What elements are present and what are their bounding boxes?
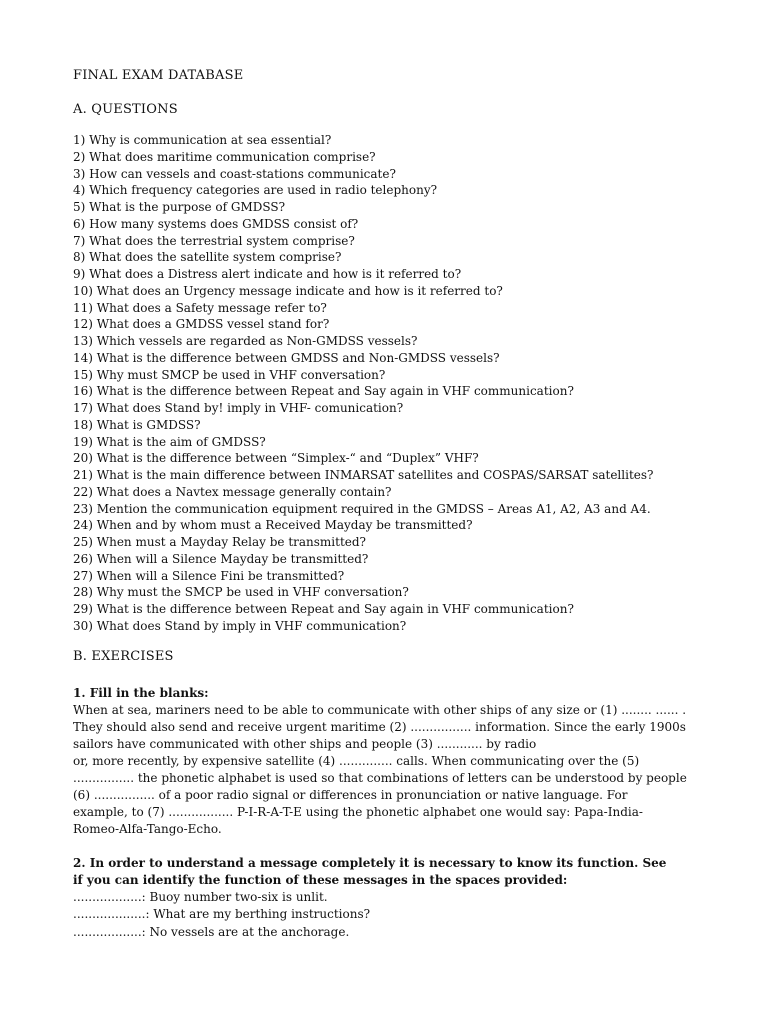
question-item: 15) Why must SMCP be used in VHF conversation? [73, 367, 386, 382]
question-item: 18) What is GMDSS? [73, 417, 201, 432]
question-item: 9) What does a Distress alert indicate and how is it referred to? [73, 267, 462, 281]
question-item: 28) Why must the SMCP be used in VHF conversation? [73, 585, 409, 600]
question-item: 11) What does a Safety message refer to? [73, 300, 327, 315]
exercise-2-list [73, 889, 713, 942]
question-item: 20) What is the difference between “Simplex-“ and “Duplex” VHF? [73, 451, 479, 466]
question-item: 4) Which frequency categories are used in radio telephony? [73, 183, 438, 198]
paragraph-line: ................ the phonetic alphabet is used so that combinations of letters can be understood by people [73, 770, 687, 785]
exercise-1-heading: 1. Fill in the blanks: [73, 685, 209, 700]
function-blank-item: ...................: What are my berthing instructions? [73, 907, 371, 921]
question-item: 29) What is the difference between Repeat and Say again in VHF communication? [73, 602, 574, 616]
question-item: 24) When and by whom must a Received Mayday be transmitted? [73, 518, 473, 533]
question-item: 22) What does a Navtex message generally contain? [73, 484, 392, 499]
heading-line: 2. In order to understand a message completely it is necessary to know its function. See [73, 855, 667, 870]
heading-line: if you can identify the function of these messages in the spaces provided: [73, 872, 568, 887]
question-item: 12) What does a GMDSS vessel stand for? [73, 317, 330, 332]
question-item: 23) Mention the communication equipment required in the GMDSS – Areas A1, A2, A3 and A4. [73, 501, 651, 516]
question-item: 19) What is the aim of GMDSS? [73, 434, 266, 449]
document-page [73, 66, 713, 941]
question-item: 7) What does the terrestrial system comprise? [73, 233, 355, 248]
section-b-heading: B. EXERCISES [73, 648, 174, 664]
question-item: 25) When must a Mayday Relay be transmitted? [73, 535, 366, 549]
paragraph-line: or, more recently, by expensive satellite (4) .............. calls. When communicating over the (5) [73, 753, 640, 768]
document-title: FINAL EXAM DATABASE [73, 68, 244, 83]
question-item: 21) What is the main difference between INMARSAT satellites and COSPAS/SARSAT satellites? [73, 468, 654, 482]
function-blank-item: ..................: Buoy number two-six is unlit. [73, 889, 328, 904]
question-item: 3) How can vessels and coast-stations communicate? [73, 166, 396, 181]
question-item: 17) What does Stand by! imply in VHF- comunication? [73, 401, 404, 415]
question-item: 16) What is the difference between Repeat and Say again in VHF communication? [73, 384, 574, 399]
paragraph-line: When at sea, mariners need to be able to communicate with other ships of any size or (1) ........ ...... . [73, 702, 687, 717]
paragraph-line: They should also send and receive urgent maritime (2) ................ information. Since the early 1900s [73, 719, 686, 734]
question-item: 2) What does maritime communication comprise? [73, 149, 376, 164]
question-item: 13) Which vessels are regarded as Non-GMDSS vessels? [73, 334, 418, 348]
function-blank-item: ..................: No vessels are at the anchorage. [73, 924, 350, 939]
question-item: 27) When will a Silence Fini be transmitted? [73, 568, 345, 583]
section-a-heading: A. QUESTIONS [73, 102, 178, 117]
question-item: 1) Why is communication at sea essential? [73, 133, 332, 147]
paragraph-line: example, to (7) ................. P-I-R-A-T-E using the phonetic alphabet one would say: Papa-India- [73, 804, 643, 819]
question-item: 6) How many systems does GMDSS consist of? [73, 216, 359, 231]
question-item: 5) What is the purpose of GMDSS? [73, 200, 286, 214]
question-item: 8) What does the satellite system comprise? [73, 250, 342, 265]
question-item: 14) What is the difference between GMDSS and Non-GMDSS vessels? [73, 350, 500, 365]
exercise-2-heading [73, 855, 713, 889]
paragraph-line: (6) ................ of a poor radio signal or differences in pronunciation or native language. For [73, 787, 628, 802]
question-item: 10) What does an Urgency message indicate and how is it referred to? [73, 283, 503, 298]
question-list [73, 132, 713, 635]
question-item: 30) What does Stand by imply in VHF communication? [73, 618, 407, 633]
exercise-1-paragraph [73, 702, 713, 838]
paragraph-line: sailors have communicated with other ships and people (3) ............ by radio [73, 736, 537, 751]
paragraph-line: Romeo-Alfa-Tango-Echo. [73, 821, 222, 836]
question-item: 26) When will a Silence Mayday be transmitted? [73, 551, 369, 566]
